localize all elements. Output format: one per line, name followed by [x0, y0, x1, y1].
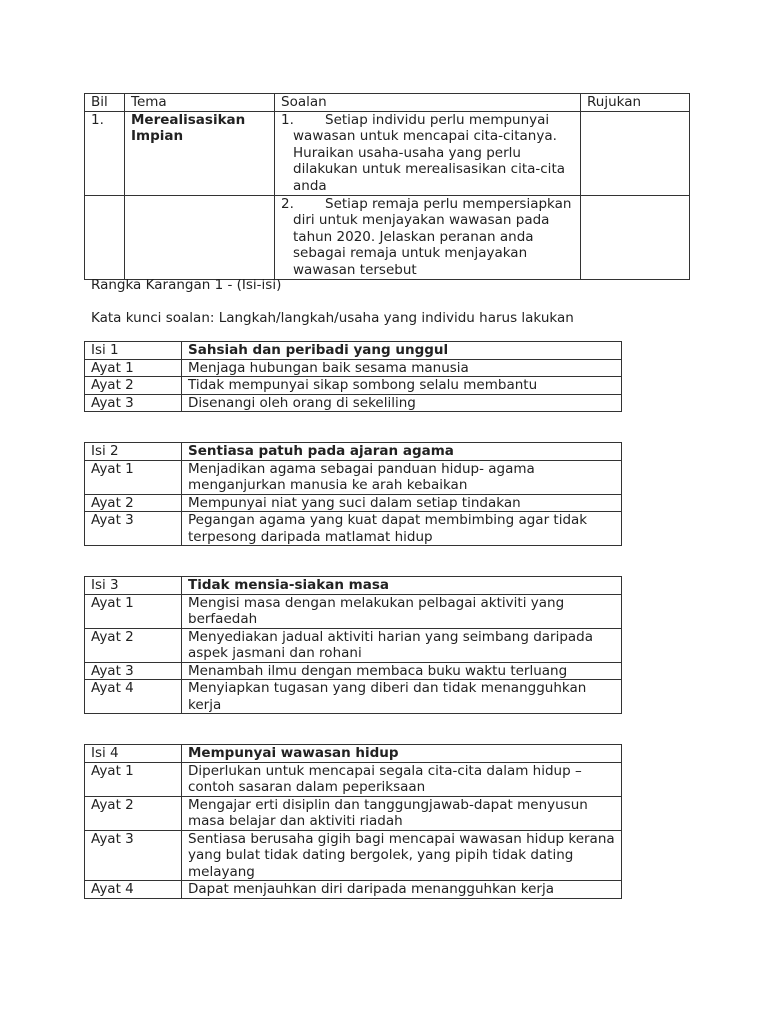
isi-table-2 [84, 442, 622, 546]
isi-title: Tidak mensia-siakan masa [182, 577, 622, 595]
ayat-label: Ayat 3 [85, 394, 182, 412]
table-row [85, 512, 622, 546]
isi-title: Mempunyai wawasan hidup [182, 745, 622, 763]
soalan-cell [275, 111, 581, 195]
ayat-text: Menambah ilmu dengan membaca buku waktu terluang [182, 662, 622, 680]
soalan-cell [275, 195, 581, 279]
table-row [85, 628, 622, 662]
table-row [85, 830, 622, 881]
ayat-text: Diperlukan untuk mencapai segala cita-cita dalam hidup – contoh sasaran dalam peperiksaan [182, 762, 622, 796]
table-row [85, 359, 622, 377]
ayat-text: Dapat menjauhkan diri daripada menangguhkan kerja [182, 881, 622, 899]
question-table [84, 93, 690, 280]
isi-table-4 [84, 744, 622, 899]
table-row [85, 796, 622, 830]
table-row [85, 377, 622, 395]
table-row [85, 594, 622, 628]
ayat-text: Mengajar erti disiplin dan tanggungjawab-dapat menyusun masa belajar dan aktiviti riadah [182, 796, 622, 830]
ayat-label: Ayat 3 [85, 512, 182, 546]
ayat-text: Disenangi oleh orang di sekeliling [182, 394, 622, 412]
table-row [85, 111, 690, 195]
ayat-text: Menjaga hubungan baik sesama manusia [182, 359, 622, 377]
table-row [85, 881, 622, 899]
rujukan-cell [581, 195, 690, 279]
ayat-text: Sentiasa berusaha gigih bagi mencapai wawasan hidup kerana yang bulat tidak dating bergolek, yang pipih tidak dating melayang [182, 830, 622, 881]
bil-cell [85, 195, 125, 279]
question-table-header [85, 94, 690, 112]
isi-table-3 [84, 576, 622, 714]
table-row [85, 680, 622, 714]
ayat-text: Menjadikan agama sebagai panduan hidup- agama menganjurkan manusia ke arah kebaikan [182, 460, 622, 494]
ayat-label: Ayat 2 [85, 377, 182, 395]
tema-cell [125, 195, 275, 279]
ayat-label: Ayat 4 [85, 881, 182, 899]
tema-cell: Merealisasikan Impian [125, 111, 275, 195]
ayat-label: Ayat 3 [85, 662, 182, 680]
isi-label: Isi 4 [85, 745, 182, 763]
ayat-label: Ayat 2 [85, 796, 182, 830]
isi-title: Sahsiah dan peribadi yang unggul [182, 342, 622, 360]
ayat-text: Mempunyai niat yang suci dalam setiap tindakan [182, 494, 622, 512]
bil-cell: 1. [85, 111, 125, 195]
header-bil: Bil [85, 94, 125, 112]
isi-title: Sentiasa patuh pada ajaran agama [182, 443, 622, 461]
ayat-label: Ayat 1 [85, 762, 182, 796]
table-row [85, 460, 622, 494]
rujukan-cell [581, 111, 690, 195]
ayat-label: Ayat 3 [85, 830, 182, 881]
rangka-heading: Rangka Karangan 1 - (Isi-isi) [91, 277, 282, 293]
isi-label: Isi 2 [85, 443, 182, 461]
question-number: 2. [281, 195, 294, 212]
question-number: 1. [281, 111, 294, 128]
ayat-label: Ayat 2 [85, 628, 182, 662]
header-soalan: Soalan [275, 94, 581, 112]
table-row [85, 195, 690, 279]
ayat-label: Ayat 1 [85, 594, 182, 628]
ayat-text: Tidak mempunyai sikap sombong selalu membantu [182, 377, 622, 395]
ayat-text: Mengisi masa dengan melakukan pelbagai aktiviti yang berfaedah [182, 594, 622, 628]
ayat-text: Menyediakan jadual aktiviti harian yang seimbang daripada aspek jasmani dan rohani [182, 628, 622, 662]
table-row [85, 662, 622, 680]
ayat-label: Ayat 2 [85, 494, 182, 512]
table-row [85, 394, 622, 412]
isi-label: Isi 1 [85, 342, 182, 360]
table-row [85, 494, 622, 512]
keyword-line: Kata kunci soalan: Langkah/langkah/usaha yang individu harus lakukan [91, 310, 574, 326]
ayat-text: Menyiapkan tugasan yang diberi dan tidak menangguhkan kerja [182, 680, 622, 714]
question-text: Setiap individu perlu mempunyai wawasan untuk mencapai cita-citanya. Huraikan usaha-usaha yang perlu dilakukan untuk merealisasikan cita-cita anda [293, 111, 566, 194]
table-row [85, 762, 622, 796]
header-tema: Tema [125, 94, 275, 112]
ayat-label: Ayat 1 [85, 460, 182, 494]
question-text: Setiap remaja perlu mempersiapkan diri untuk menjayakan wawasan pada tahun 2020. Jelaskan peranan anda sebagai remaja untuk menjayakan wawasan tersebut [293, 195, 572, 278]
ayat-label: Ayat 1 [85, 359, 182, 377]
header-rujukan: Rujukan [581, 94, 690, 112]
ayat-text: Pegangan agama yang kuat dapat membimbing agar tidak terpesong daripada matlamat hidup [182, 512, 622, 546]
ayat-label: Ayat 4 [85, 680, 182, 714]
isi-label: Isi 3 [85, 577, 182, 595]
isi-table-1 [84, 341, 622, 412]
